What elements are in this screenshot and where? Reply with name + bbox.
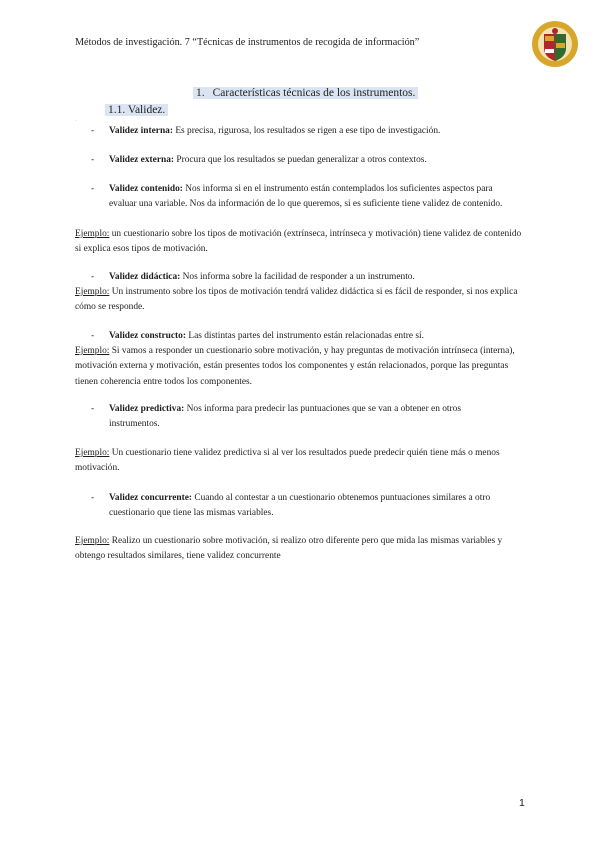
- example-label: Ejemplo:: [75, 448, 110, 458]
- term-label: Validez contenido:: [109, 184, 183, 194]
- term-label: Validez constructo:: [109, 331, 186, 341]
- list-item: [91, 402, 511, 433]
- section-heading: [193, 87, 418, 99]
- page-number: 1: [519, 797, 525, 809]
- stray-mark: ·: [75, 118, 77, 124]
- term-label: Validez didáctica:: [109, 272, 181, 282]
- term-label: Validez externa:: [109, 155, 175, 165]
- example-paragraph: [75, 446, 523, 477]
- example-text: un cuestionario sobre los tipos de motivación (extrínseca, intrínseca y motivación) tiene validez de contenido si explica esos tipos de motivación.: [75, 229, 522, 255]
- section-number: 1.: [196, 87, 205, 99]
- example-paragraph: [75, 534, 523, 565]
- subsection-heading: 1.1. Validez.: [105, 104, 168, 116]
- list-dash: -: [91, 493, 95, 503]
- example-paragraph: [75, 227, 523, 258]
- page-header: Métodos de investigación. 7 “Técnicas de instrumentos de recogida de información”: [75, 37, 420, 48]
- example-label: Ejemplo:: [75, 536, 110, 546]
- example-paragraph: [75, 285, 523, 316]
- example-text: Si vamos a responder un cuestionario sobre motivación, y hay preguntas de motivación intrínseca (interna), motivación externa y motivación, están presentes todos los componentes y están relacionados, porque las preguntas tienen coherencia entre todos los componentes.: [75, 346, 515, 387]
- term-label: Validez interna:: [109, 126, 173, 136]
- term-definition: Es precisa, rigurosa, los resultados se rigen a ese tipo de investigación.: [172, 126, 441, 136]
- example-label: Ejemplo:: [75, 287, 110, 297]
- term-label: Validez predictiva:: [109, 404, 185, 414]
- university-seal-logo: [531, 20, 579, 68]
- list-dash: -: [91, 126, 95, 136]
- list-item: [91, 153, 511, 168]
- list-item: [91, 491, 511, 522]
- section-title: Características técnicas de los instrumentos.: [212, 87, 416, 99]
- list-item: [91, 270, 511, 285]
- example-text: Realizo un cuestionario sobre motivación, si realizo otro diferente pero que mida las mismas variables y obtengo resultados similares, tiene validez concurrente: [75, 536, 503, 562]
- term-label: Validez concurrente:: [109, 493, 193, 503]
- example-paragraph: [75, 344, 523, 390]
- term-definition: Nos informa para predecir las puntuaciones que se van a obtener en otros instrumentos.: [109, 404, 461, 430]
- term-definition: Nos informa si en el instrumento están contemplados los suficientes aspectos para evaluar una variable. Nos da información de lo que queremos, si es suficiente tiene validez de contenido.: [109, 184, 503, 210]
- term-definition: Cuando al contestar a un cuestionario obtenemos puntuaciones similares a otro cuestionario que tiene las mismas variables.: [109, 493, 491, 519]
- term-definition: Nos informa sobre la facilidad de responder a un instrumento.: [180, 272, 415, 282]
- example-text: Un instrumento sobre los tipos de motivación tendrá validez didáctica si es fácil de responder, si nos explica cómo se responde.: [75, 287, 518, 313]
- list-dash: -: [91, 331, 95, 341]
- example-label: Ejemplo:: [75, 346, 110, 356]
- list-dash: -: [91, 184, 95, 194]
- list-item: [91, 124, 511, 139]
- list-dash: -: [91, 155, 95, 165]
- example-text: Un cuestionario tiene validez predictiva si al ver los resultados puede predecir quién tiene más o menos motivación.: [75, 448, 500, 474]
- example-label: Ejemplo:: [75, 229, 110, 239]
- list-item: [91, 329, 511, 344]
- term-definition: Las distintas partes del instrumento están relacionadas entre sí.: [186, 331, 424, 341]
- list-dash: -: [91, 272, 95, 282]
- list-dash: -: [91, 404, 95, 414]
- list-item: [91, 182, 511, 213]
- term-definition: Procura que los resultados se puedan generalizar a otros contextos.: [174, 155, 427, 165]
